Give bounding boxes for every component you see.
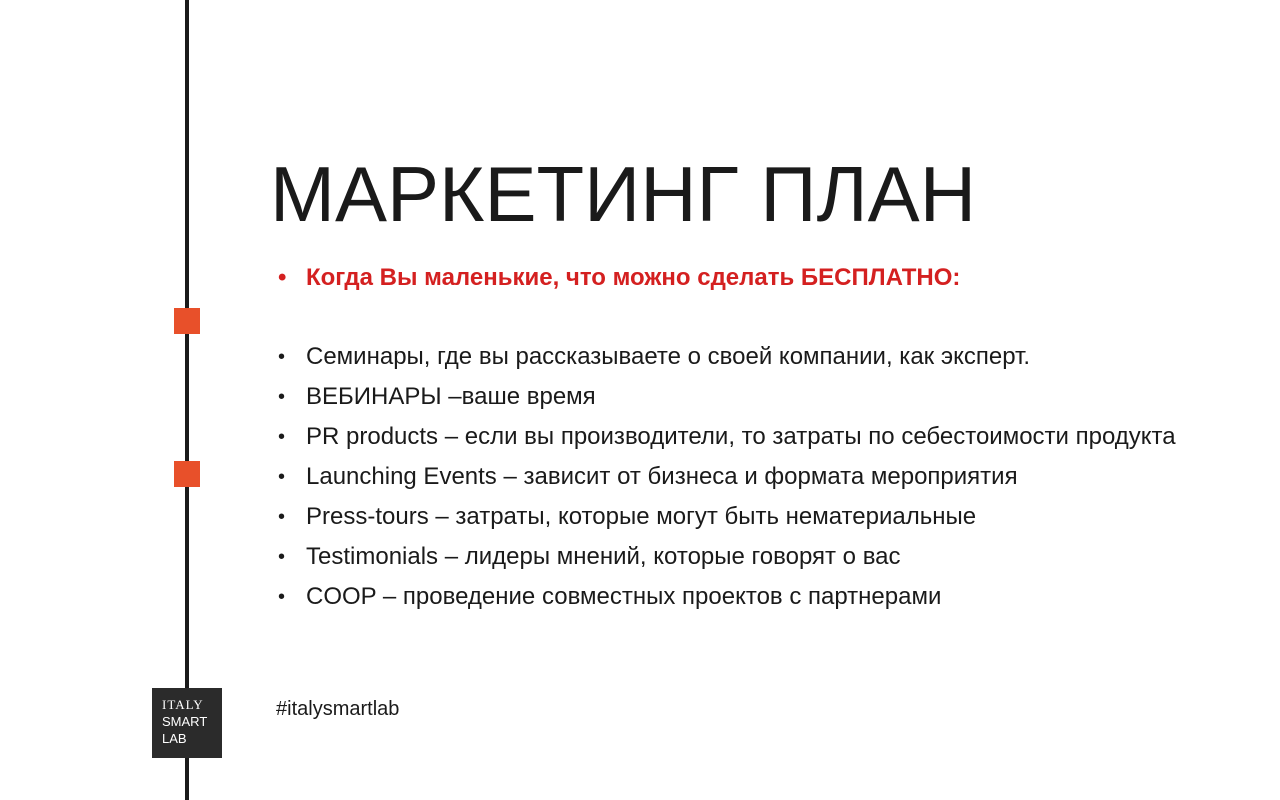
bullet-list (278, 340, 1228, 620)
list-item-text: ВЕБИНАРЫ –ваше время (306, 383, 596, 410)
bullet: • (278, 386, 286, 408)
logo-line: ITALY (162, 697, 204, 712)
vertical-divider-line (185, 0, 189, 800)
bullet: • (278, 546, 286, 568)
list-item-text: COOP – проведение совместных проектов с партнерами (306, 583, 942, 610)
logo-line: SMART (162, 714, 208, 729)
bullet: • (278, 426, 286, 448)
bullet: • (278, 346, 286, 368)
list-item (278, 340, 1228, 374)
list-item (278, 380, 1228, 414)
bullet: • (278, 264, 287, 291)
list-item (278, 420, 1228, 454)
list-item (278, 540, 1228, 574)
list-item (278, 580, 1228, 614)
bullet: • (278, 586, 286, 608)
bullet: • (278, 466, 286, 488)
list-item-text: Testimonials – лидеры мнений, которые говорят о вас (306, 543, 901, 570)
logo-line: LAB (162, 731, 187, 746)
list-item-text: Семинары, где вы рассказываете о своей компании, как эксперт. (306, 343, 1031, 370)
subheading-text: Когда Вы маленькие, что можно сделать БЕСПЛАТНО: (306, 264, 961, 291)
italy-smart-lab-logo (152, 688, 222, 758)
list-item-text: Launching Events – зависит от бизнеса и формата мероприятия (306, 463, 1018, 490)
list-item-text: Press-tours – затраты, которые могут быть нематериальные (306, 503, 977, 530)
hashtag: #italysmartlab (276, 698, 400, 720)
subheading (278, 262, 960, 294)
slide-title: МАРКЕТИНГ ПЛАН (270, 150, 977, 238)
orange-square-marker (174, 308, 200, 334)
bullet: • (278, 506, 286, 528)
list-item (278, 500, 1228, 534)
list-item (278, 460, 1228, 494)
list-item-text: PR products – если вы производители, то затраты по себестоимости продукта (306, 423, 1176, 450)
orange-square-marker (174, 461, 200, 487)
